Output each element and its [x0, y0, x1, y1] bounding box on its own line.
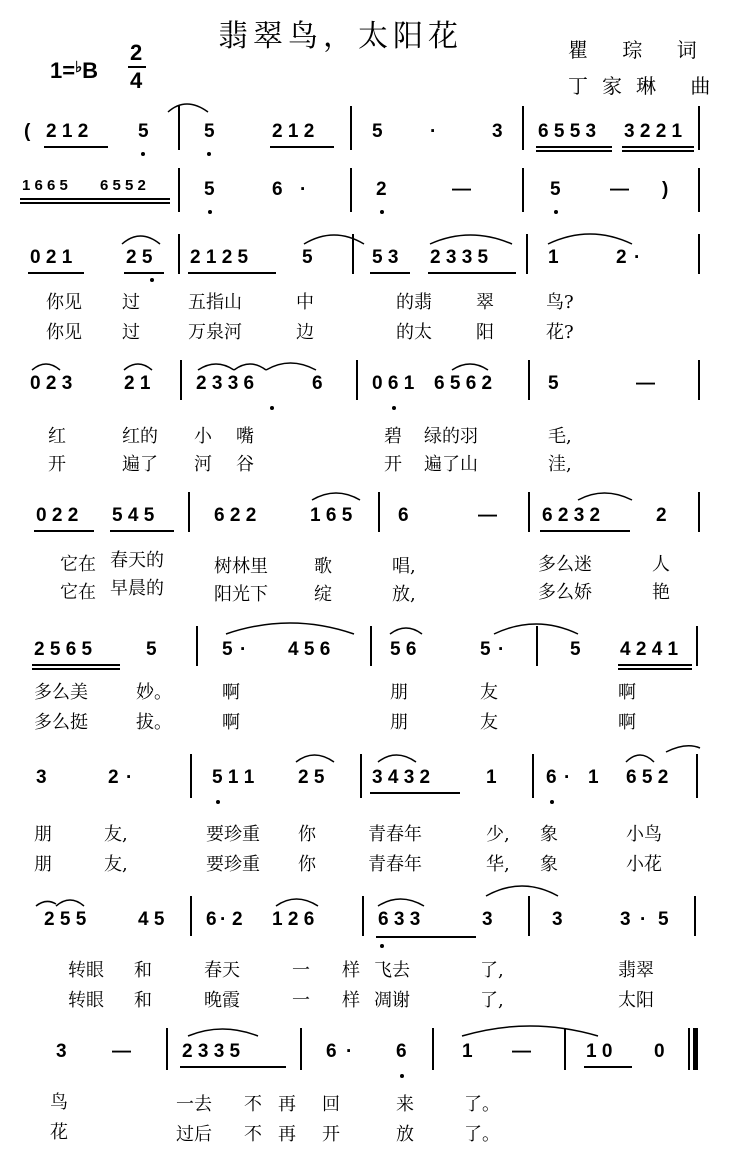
note: 2: [376, 179, 387, 200]
lyric: 春天: [204, 960, 240, 981]
note: 6: [326, 1041, 337, 1062]
lyric: 转眼: [68, 960, 104, 981]
lyric: 青春年: [368, 854, 422, 875]
close-paren: ): [662, 179, 669, 200]
note-group: 0 6 1: [372, 373, 415, 394]
lyric: 边: [296, 322, 314, 343]
lyric: 凋谢: [374, 990, 410, 1011]
lyric: 花: [50, 1122, 68, 1143]
lyric: 啊: [618, 712, 636, 733]
lyric: 啊: [222, 682, 240, 703]
augmentation-dot: ·: [126, 767, 133, 788]
lyric: 绿的羽: [424, 426, 478, 447]
note: 3: [482, 909, 493, 930]
lyric: 了。: [464, 1124, 500, 1145]
note: 5: [372, 121, 383, 142]
augmentation-dot: ·: [220, 909, 227, 930]
lyric: 遍了: [122, 454, 158, 475]
note-group: 6 3 3: [378, 909, 421, 930]
lyric: 要珍重: [206, 854, 260, 875]
lyric: 翡翠: [618, 960, 654, 981]
lyric: 河: [194, 454, 212, 475]
lyric: 过后: [176, 1124, 212, 1145]
note: 2: [616, 247, 627, 268]
lyric: 晚霞: [204, 990, 240, 1011]
note: 2: [656, 505, 667, 526]
lyric: 朋: [34, 824, 52, 845]
lyric: 人: [652, 554, 670, 575]
dash: —: [512, 1041, 531, 1062]
lyric: 艳: [652, 582, 670, 603]
lyric: 多么娇: [538, 582, 592, 603]
lyric: 它在: [60, 582, 96, 603]
lyric: 歌: [314, 556, 332, 577]
composer-credit: 丁家琳 曲: [568, 74, 725, 98]
lyric: 不: [244, 1094, 262, 1115]
lyric: 了,: [480, 990, 504, 1011]
note-group: 5 1 1: [212, 767, 255, 788]
note: 1: [548, 247, 559, 268]
lyric: 碧: [384, 426, 402, 447]
dash: —: [610, 179, 629, 200]
note: 3: [492, 121, 503, 142]
lyric: 唱,: [392, 556, 416, 577]
augmentation-dot: ·: [430, 121, 437, 142]
lyric: 开: [48, 454, 66, 475]
note: 1: [486, 767, 497, 788]
lyric: 友: [480, 682, 498, 703]
note: 2: [232, 909, 243, 930]
note-group: 5 3: [372, 247, 399, 268]
lyric: 华,: [486, 854, 510, 875]
note-group: 6 5 2: [626, 767, 669, 788]
lyric: 毛,: [548, 426, 572, 447]
open-paren: (: [24, 121, 31, 142]
lyric: 万泉河: [188, 322, 242, 343]
lyric: 了,: [480, 960, 504, 981]
lyric: 红的: [122, 426, 158, 447]
lyric: 的翡: [396, 292, 432, 313]
lyric: 花?: [546, 322, 574, 343]
note-group: 0 2 3: [30, 373, 73, 394]
lyric: 翠: [476, 292, 494, 313]
lyric: 一: [292, 990, 310, 1011]
key-note: B: [82, 58, 99, 83]
note-group: 4 5 6: [288, 639, 331, 660]
lyric: 少,: [486, 824, 510, 845]
lyric: 样: [342, 990, 360, 1011]
lyric: 小: [194, 426, 212, 447]
lyric: 再: [278, 1094, 296, 1115]
dash: —: [636, 373, 655, 394]
lyric: 啊: [618, 682, 636, 703]
note-group: 2 3 3 5: [430, 247, 489, 268]
lyric: 树林里: [214, 556, 268, 577]
augmentation-dot: ·: [300, 179, 307, 200]
lyric: 啊: [222, 712, 240, 733]
lyric: 你见: [46, 292, 82, 313]
note-group: 2 1 2: [46, 121, 89, 142]
augmentation-dot: ·: [240, 639, 247, 660]
lyric: 开: [322, 1124, 340, 1145]
note: 5: [548, 373, 559, 394]
lyric: 朋: [390, 682, 408, 703]
augmentation-dot: ·: [498, 639, 505, 660]
note: 5: [550, 179, 561, 200]
note: 6: [206, 909, 217, 930]
note-group: 2 5 5: [44, 909, 87, 930]
lyric: 你: [298, 824, 316, 845]
note-group: 1 6 5: [310, 505, 353, 526]
note-group: 1 2 6: [272, 909, 315, 930]
note: 6: [312, 373, 323, 394]
lyric: 过: [122, 292, 140, 313]
note-group: 2 5: [126, 247, 153, 268]
lyric: 绽: [314, 584, 332, 605]
lyric: 朋: [34, 854, 52, 875]
note: 2: [108, 767, 119, 788]
lyric: 五指山: [188, 292, 242, 313]
note: 5: [570, 639, 581, 660]
key-prefix: 1=: [50, 58, 76, 83]
note: 5: [480, 639, 491, 660]
lyric: 中: [296, 292, 314, 313]
note: 3: [56, 1041, 67, 1062]
lyric: 过: [122, 322, 140, 343]
note: 5: [302, 247, 313, 268]
lyric: 嘴: [236, 426, 254, 447]
rest: 0: [654, 1041, 665, 1062]
lyric: 朋: [390, 712, 408, 733]
note: 5: [204, 121, 215, 142]
lyric: 多么美: [34, 682, 88, 703]
lyric: 放,: [392, 584, 416, 605]
lyric: 鸟?: [546, 292, 574, 313]
note: 5: [138, 121, 149, 142]
lyric: 友: [480, 712, 498, 733]
lyric: 放: [396, 1124, 414, 1145]
lyric: 小鸟: [626, 824, 662, 845]
lyric: 象: [540, 854, 558, 875]
time-signature-bottom: 4: [130, 68, 143, 93]
lyric: 开: [384, 454, 402, 475]
flat-sign: ♭: [75, 59, 83, 76]
note-group: 2 3 3 5: [182, 1041, 241, 1062]
note-group: 4 2 4 1: [620, 639, 679, 660]
lyric: 青春年: [368, 824, 422, 845]
note-group: 6 2 3 2: [542, 505, 601, 526]
lyric: 春天的: [110, 550, 164, 571]
dash: —: [478, 505, 497, 526]
lyric: 拔。: [136, 712, 172, 733]
lyric: 再: [278, 1124, 296, 1145]
lyric: 你见: [46, 322, 82, 343]
note-group: 4 5: [138, 909, 165, 930]
note-group: 2 1: [124, 373, 151, 394]
lyric: 你: [298, 854, 316, 875]
augmentation-dot: ·: [564, 767, 571, 788]
note-group: 2 3 3 6: [196, 373, 255, 394]
lyric: 要珍重: [206, 824, 260, 845]
note: 5: [658, 909, 669, 930]
lyric: 飞去: [374, 960, 410, 981]
note-group: 5 4 5: [112, 505, 155, 526]
note: 5: [146, 639, 157, 660]
note: 5: [204, 179, 215, 200]
lyric: 它在: [60, 554, 96, 575]
lyric: 友,: [104, 854, 128, 875]
note: 6: [398, 505, 409, 526]
note: 6: [396, 1041, 407, 1062]
lyric: 和: [134, 960, 152, 981]
note-group: 3 4 3 2: [372, 767, 431, 788]
note-group: 0 2 1: [30, 247, 73, 268]
lyric: 了。: [464, 1094, 500, 1115]
note-group: 0 2 2: [36, 505, 79, 526]
lyric: 样: [342, 960, 360, 981]
note-group: 2 1 2 5: [190, 247, 249, 268]
lyric: 回: [322, 1094, 340, 1115]
note-group: 6 2 2: [214, 505, 257, 526]
lyric: 不: [244, 1124, 262, 1145]
lyric: 一: [292, 960, 310, 981]
note: 3: [620, 909, 631, 930]
lyric: 的太: [396, 322, 432, 343]
lyric: 阳光下: [214, 584, 268, 605]
lyric: 友,: [104, 824, 128, 845]
lyricist-credit: 瞿 琮 词: [568, 38, 711, 62]
dash: —: [452, 179, 471, 200]
note-group: 1 0: [586, 1041, 613, 1062]
lyric: 和: [134, 990, 152, 1011]
lyric: 鸟: [50, 1092, 68, 1113]
lyric: 象: [540, 824, 558, 845]
time-signature-top: 2: [130, 40, 143, 65]
lyric: 妙。: [136, 682, 172, 703]
lyric: 转眼: [68, 990, 104, 1011]
note-group: 2 1 2: [272, 121, 315, 142]
note: 1: [462, 1041, 473, 1062]
note-group: 6 5 5 3: [538, 121, 597, 142]
note-group: 3 2 2 1: [624, 121, 683, 142]
note: 6: [546, 767, 557, 788]
note-group: 2 5 6 5: [34, 639, 93, 660]
lyric: 洼,: [548, 454, 572, 475]
lyric: 太阳: [618, 990, 654, 1011]
song-title: 翡翠鸟，太阳花: [218, 19, 463, 54]
lyric: 阳: [476, 322, 494, 343]
note: 3: [36, 767, 47, 788]
lyric: 遍了山: [424, 454, 478, 475]
augmentation-dot: ·: [640, 909, 647, 930]
note: 5: [222, 639, 233, 660]
lyric: 多么挺: [34, 712, 88, 733]
lyric: 谷: [236, 454, 254, 475]
note: 6: [272, 179, 283, 200]
note-group: 1 6 6 5: [22, 177, 68, 194]
note: 3: [552, 909, 563, 930]
dash: —: [112, 1041, 131, 1062]
note-group: 6 5 6 2: [434, 373, 493, 394]
lyric: 来: [396, 1094, 414, 1115]
lyric: 小花: [626, 854, 662, 875]
augmentation-dot: ·: [346, 1041, 353, 1062]
note-group: 6 5 5 2: [100, 177, 146, 194]
note: 1: [588, 767, 599, 788]
augmentation-dot: ·: [634, 247, 641, 268]
lyric: 红: [48, 426, 66, 447]
lyric: 早晨的: [110, 578, 164, 599]
lyric: 一去: [176, 1094, 212, 1115]
note-group: 5 6: [390, 639, 417, 660]
lyric: 多么迷: [538, 554, 592, 575]
note-group: 2 5: [298, 767, 325, 788]
